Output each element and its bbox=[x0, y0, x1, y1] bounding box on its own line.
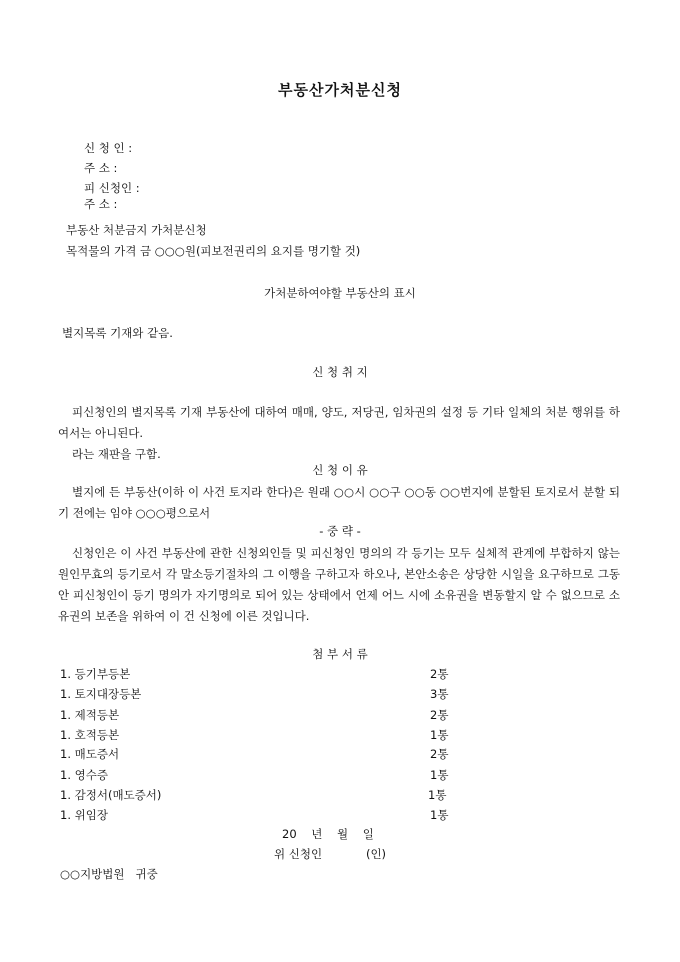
attachment-count: 3통 bbox=[430, 687, 449, 701]
attachment-item: 1. 영수증 bbox=[60, 768, 108, 782]
purpose-request: 라는 재판을 구함. bbox=[72, 447, 161, 461]
attachment-count: 2통 bbox=[430, 667, 449, 681]
document-title: 부동산가처분신청 bbox=[278, 81, 402, 99]
attachment-count: 1통 bbox=[430, 808, 449, 822]
property-text: 별지목록 기재와 같음. bbox=[62, 326, 173, 340]
attachment-item: 1. 위임장 bbox=[60, 808, 108, 822]
object-value: 목적물의 가격 금 ○○○원(피보전권리의 요지를 명기할 것) bbox=[66, 244, 361, 258]
attachments-heading: 첨 부 서 류 bbox=[312, 647, 368, 661]
purpose-body bbox=[58, 402, 620, 465]
case-name: 부동산 처분금지 가처분신청 bbox=[66, 223, 207, 237]
court-name: ○○지방법원 귀중 bbox=[60, 867, 158, 881]
date-line: 20 년 월 일 bbox=[282, 827, 374, 841]
applicant-label: 신 청 인 : bbox=[84, 141, 133, 155]
respondent-label: 피 신청인 : bbox=[84, 181, 140, 195]
reason-body-1 bbox=[58, 482, 620, 524]
attachment-item: 1. 감정서(매도증서) bbox=[60, 788, 162, 802]
signer-line: 위 신청인 (인) bbox=[274, 847, 387, 861]
reason-text-1: 별지에 든 부동산(이하 이 사건 토지라 한다)은 원래 ○○시 ○○구 ○○동 ○○번지에 분할된 토지로서 분할 되기 전에는 임야 ○○○평으로서 bbox=[58, 485, 620, 520]
reason-heading: 신 청 이 유 bbox=[312, 463, 368, 477]
attachment-item: 1. 매도증서 bbox=[60, 747, 120, 761]
attachment-count: 1통 bbox=[430, 768, 449, 782]
omission-mark: - 중 략 - bbox=[319, 524, 361, 538]
respondent-address-label: 주 소 : bbox=[84, 197, 118, 211]
attachment-item: 1. 등기부등본 bbox=[60, 667, 131, 681]
applicant-address-label: 주 소 : bbox=[84, 161, 118, 175]
reason-text-2: 신청인은 이 사건 부동산에 관한 신청외인들 및 피신청인 명의의 각 등기는 모두 실체적 관계에 부합하지 않는 원인무효의 등기로서 각 말소등기절차의 그 이행을 구하고자 하오나, 본안소송은 상당한 시일을 요구하므로 그동안 피신청인이 등기 명의가 자기명의로 되어 있는 상태에서 언제 어느 시에 소유권을 변동할지 알 수 없으므로 소유권의 보존을 위하여 이 건 신청에 이른 것입니다. bbox=[58, 546, 620, 623]
attachment-count: 2통 bbox=[430, 747, 449, 761]
attachment-count: 1통 bbox=[428, 788, 447, 802]
attachment-item: 1. 토지대장등본 bbox=[60, 687, 142, 701]
purpose-heading: 신 청 취 지 bbox=[312, 365, 368, 379]
purpose-text: 피신청인의 별지목록 기재 부동산에 대하여 매매, 양도, 저당권, 임차권의 설정 등 기타 일체의 처분 행위를 하여서는 아니된다. bbox=[58, 405, 620, 440]
property-heading: 가처분하여야할 부동산의 표시 bbox=[264, 286, 416, 300]
attachment-count: 2통 bbox=[430, 708, 449, 722]
attachment-item: 1. 호적등본 bbox=[60, 728, 120, 742]
reason-body-2 bbox=[58, 543, 620, 627]
attachment-item: 1. 제적등본 bbox=[60, 708, 120, 722]
attachment-count: 1통 bbox=[430, 728, 449, 742]
